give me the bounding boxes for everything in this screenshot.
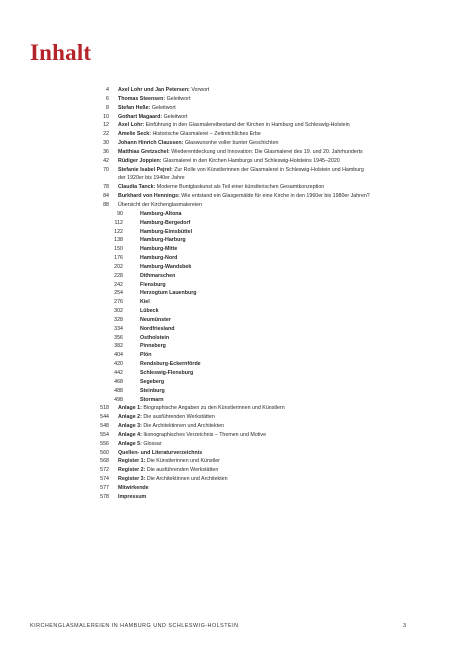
toc-title <box>118 440 162 449</box>
toc-region-row <box>0 360 458 369</box>
toc-page-number: 176 <box>114 255 123 262</box>
toc-entry-text: Historische Glasmalerei – Zeitreichliches Erbe <box>152 131 261 138</box>
toc-title: Rendsburg-Eckernförde <box>140 361 201 368</box>
toc-page-number: 202 <box>114 263 123 270</box>
toc-title: Plön <box>140 352 152 359</box>
toc-page-number: 4 <box>106 87 109 93</box>
toc-page-number: 574 <box>100 476 109 483</box>
toc-region-row <box>0 325 458 334</box>
toc-row <box>0 86 458 95</box>
toc-region-row <box>0 334 458 343</box>
toc-title <box>118 130 261 139</box>
toc-entries <box>0 86 458 210</box>
toc-title <box>118 95 190 104</box>
toc-entry-text: Geleitwort <box>166 95 191 102</box>
toc-row <box>0 440 458 449</box>
toc-row <box>0 192 458 201</box>
toc-region-row <box>0 254 458 263</box>
toc-row <box>0 157 458 166</box>
toc-region-row <box>0 369 458 378</box>
toc-page-number: 276 <box>114 299 123 306</box>
toc-row <box>0 466 458 475</box>
toc-page-number: 228 <box>114 272 123 279</box>
toc-title <box>118 449 202 458</box>
toc-title: Kiel <box>140 299 150 306</box>
toc-page-number: 122 <box>114 228 123 235</box>
toc-author: Amelie Seck: <box>118 131 151 138</box>
toc-page-number: 150 <box>114 246 123 253</box>
toc-title: Steinburg <box>140 387 165 394</box>
toc-page-number: 560 <box>100 449 109 456</box>
toc-row <box>0 431 458 440</box>
toc-row <box>0 121 458 130</box>
toc-page-number: 78 <box>103 184 109 191</box>
toc-title: Herzogtum Lauenburg <box>140 290 197 297</box>
toc-entry-text: Moderne Buntglaskunst als Teil einer künstlerischen Gesamtkonzeption <box>156 184 325 191</box>
toc-page-number: 112 <box>114 219 123 226</box>
toc-row <box>0 475 458 484</box>
toc-page-number: 138 <box>114 237 123 244</box>
toc-title: Lübeck <box>140 308 159 315</box>
page-number: 3 <box>403 623 406 629</box>
toc-title <box>118 404 285 413</box>
toc-page-number: 382 <box>114 343 123 350</box>
toc-region-row <box>0 236 458 245</box>
toc-title <box>118 201 202 210</box>
toc-appendix <box>0 404 458 501</box>
toc-page-number: 488 <box>114 387 123 394</box>
toc-author: Anlage 2: <box>118 414 142 421</box>
toc-entry-text: der 1920er bis 1940er Jahre <box>118 175 185 182</box>
toc-region-row <box>0 351 458 360</box>
toc-title <box>118 493 146 502</box>
toc-region-row <box>0 298 458 307</box>
toc-title: Hamburg-Harburg <box>140 237 186 244</box>
toc-title <box>118 157 340 166</box>
toc-page-number: 577 <box>100 484 109 491</box>
toc-title: Neumünster <box>140 316 171 323</box>
toc-row <box>0 104 458 113</box>
toc-page-number: 420 <box>114 361 123 368</box>
toc-row <box>0 95 458 104</box>
toc-title: Nordfriesland <box>140 325 175 332</box>
toc-region-row <box>0 219 458 228</box>
toc-page-number: 90 <box>117 210 123 217</box>
toc-page-number: 328 <box>114 316 123 323</box>
toc-title <box>118 174 185 183</box>
toc-entry-text: Glasmalerei in den Kirchen Hamburgs und Schleswig-Holsteins 1945–2020 <box>163 157 340 164</box>
toc-region-row <box>0 210 458 219</box>
toc-entry-text: Geleitwort <box>163 113 188 120</box>
toc-page-number: 572 <box>100 467 109 474</box>
toc-author: Impressum <box>118 493 147 500</box>
toc-page-number: 568 <box>100 458 109 465</box>
toc-entry-text: Glossar <box>143 440 162 447</box>
toc-title <box>118 148 363 157</box>
toc-region-row <box>0 307 458 316</box>
toc-entry-text: Zur Rolle von Künstlerinnen der Glasmalerei in Schleswig-Holstein und Hamburg <box>174 166 364 173</box>
toc-entry-text: Die Künstlerinnen und Künstler <box>146 458 220 465</box>
toc-row <box>0 174 458 183</box>
toc-author: Axel Lohr: <box>118 122 145 129</box>
toc-title: Hamburg-Eimsbüttel <box>140 228 193 235</box>
toc-title: Hamburg-Bergedorf <box>140 219 191 226</box>
toc-region-row <box>0 387 458 396</box>
toc-author: Axel Lohr und Jan Petersen: <box>118 87 190 93</box>
toc-title <box>118 192 370 201</box>
toc-page-number: 556 <box>100 440 109 447</box>
toc-author: Johann Hinrich Claussen: <box>118 140 184 147</box>
toc-page-number: 12 <box>103 122 109 129</box>
toc-row <box>0 404 458 413</box>
toc-title <box>118 104 176 113</box>
toc-title <box>118 431 266 440</box>
toc-entry-text: Geleitwort <box>151 104 176 111</box>
toc-entry-text: Ikonographisches Verzeichnis – Themen und Motive <box>143 431 267 438</box>
toc-author: Register 1: <box>118 458 146 465</box>
toc-page-number: 442 <box>114 370 123 376</box>
toc-row <box>0 449 458 458</box>
toc-region-row <box>0 378 458 387</box>
toc-entry-text: Wie entstand ein Glasgemälde für eine Kirche in den 1960er bis 1980er Jahren? <box>181 193 370 200</box>
toc-title: Hamburg-Altona <box>140 210 182 217</box>
toc-region-row <box>0 342 458 351</box>
toc-entry-text: Biographische Angaben zu den Künstlerinnen und Künstlern <box>143 405 285 412</box>
toc-title: Segeberg <box>140 378 165 385</box>
toc-region-row <box>0 272 458 281</box>
toc-author: Rüdiger Joppien: <box>118 157 162 164</box>
toc-title: Dithmarschen <box>140 272 176 279</box>
toc-author: Stefan Heße: <box>118 104 151 111</box>
page-title: Inhalt <box>30 40 92 65</box>
toc-page-number: 242 <box>114 281 123 288</box>
toc-page-number: 254 <box>114 290 123 297</box>
toc-region-row <box>0 289 458 298</box>
table-of-contents <box>0 86 458 502</box>
toc-entry-text: Die ausführenden Werkstätten <box>143 414 215 421</box>
toc-page-number: 6 <box>106 95 109 102</box>
toc-author: Anlage 5: <box>118 440 142 447</box>
toc-author: Burkhard von Hennings: <box>118 193 180 200</box>
toc-row <box>0 413 458 422</box>
toc-page-number: 334 <box>114 325 123 332</box>
toc-entry-text: Glaswunsnhe voller bunter Geschichten <box>184 140 279 147</box>
toc-title <box>118 475 228 484</box>
toc-page-number: 578 <box>100 493 109 500</box>
toc-page-number: 498 <box>114 396 123 403</box>
toc-title: Stormarn <box>140 396 164 403</box>
toc-author: Register 3: <box>118 476 146 483</box>
toc-entry-text: Wiederentdeckung und Innovation: Die Glasmalerei des 19. und 20. Jahrhunderts <box>171 148 363 155</box>
toc-page-number: 36 <box>103 148 109 155</box>
toc-title <box>118 457 220 466</box>
toc-entry-text: Die Architektinnen und Architekten <box>143 423 225 430</box>
toc-page-number: 42 <box>103 157 109 164</box>
toc-page-number: 84 <box>103 193 109 200</box>
toc-title <box>118 139 278 148</box>
toc-page-number: 70 <box>103 166 109 173</box>
toc-title <box>118 121 350 130</box>
toc-page-number: 544 <box>100 414 109 421</box>
toc-author: Quellen- und Literaturverzeichnis <box>118 449 203 456</box>
toc-page-number: 518 <box>100 405 109 412</box>
toc-region-row <box>0 245 458 254</box>
toc-author: Register 2: <box>118 467 146 474</box>
toc-row <box>0 183 458 192</box>
toc-page-number: 302 <box>114 308 123 315</box>
toc-title: Schleswig-Flensburg <box>140 370 194 376</box>
toc-title <box>118 413 215 422</box>
toc-author: Anlage 4: <box>118 431 142 438</box>
running-footer: KIRCHENGLASMALEREIEN IN HAMBURG UND SCHLESWIG-HOLSTEIN <box>30 623 239 629</box>
toc-page-number: 404 <box>114 352 123 359</box>
toc-entry-text: Die ausführenden Werkstätten <box>146 467 219 474</box>
toc-page-number: 356 <box>114 334 123 341</box>
toc-row <box>0 457 458 466</box>
toc-title <box>118 466 218 475</box>
toc-region-row <box>0 228 458 237</box>
toc-title <box>118 166 364 175</box>
toc-title <box>118 113 188 122</box>
toc-row <box>0 422 458 431</box>
toc-title: Flensburg <box>140 281 166 288</box>
toc-page-number: 554 <box>100 431 109 438</box>
toc-region-row <box>0 396 458 405</box>
toc-title: Hamburg-Nord <box>140 255 178 262</box>
toc-page-number: 22 <box>103 131 109 138</box>
toc-title <box>118 422 224 431</box>
toc-title <box>118 86 209 95</box>
toc-author: Gothart Magaard: <box>118 113 163 120</box>
toc-title: Hamburg-Wandsbek <box>140 263 192 270</box>
toc-author: Thomas Steensen: <box>118 95 166 102</box>
toc-entry-text: Vorwort <box>191 87 210 93</box>
toc-title: Hamburg-Mitte <box>140 246 178 253</box>
toc-row <box>0 139 458 148</box>
toc-page-number: 88 <box>103 201 109 208</box>
toc-title: Ostholstein <box>140 334 170 341</box>
toc-region-row <box>0 281 458 290</box>
toc-row <box>0 166 458 175</box>
toc-regions <box>0 210 458 405</box>
toc-author: Claudia Tanck: <box>118 184 156 191</box>
toc-row <box>0 113 458 122</box>
toc-author: Stefanie Isabel Pejrel: <box>118 166 173 173</box>
toc-entry-text: Einführung in den Glasmalereibestand der Kirchen in Hamburg und Schleswig-Holstein <box>145 122 350 129</box>
toc-entry-text: Übersicht der Kirchenglasmalereien <box>118 201 202 208</box>
toc-page-number: 8 <box>106 104 109 111</box>
toc-row <box>0 201 458 210</box>
toc-author: Anlage 3: <box>118 423 142 430</box>
toc-title <box>118 183 324 192</box>
toc-title <box>118 484 149 493</box>
toc-entry-text: Die Architektinnen und Architekten <box>146 476 228 483</box>
toc-author: Matthias Gretzschel: <box>118 148 170 155</box>
toc-region-row <box>0 316 458 325</box>
toc-page-number: 548 <box>100 423 109 430</box>
toc-row <box>0 130 458 139</box>
toc-row <box>0 148 458 157</box>
toc-row <box>0 493 458 502</box>
toc-page-number: 468 <box>114 378 123 385</box>
toc-author: Anlage 1: <box>118 405 142 412</box>
toc-page-number: 30 <box>103 140 109 147</box>
toc-row <box>0 484 458 493</box>
toc-author: Mitwirkende <box>118 484 149 491</box>
toc-region-row <box>0 263 458 272</box>
toc-title: Pinneberg <box>140 343 166 350</box>
toc-page-number: 10 <box>103 113 109 120</box>
